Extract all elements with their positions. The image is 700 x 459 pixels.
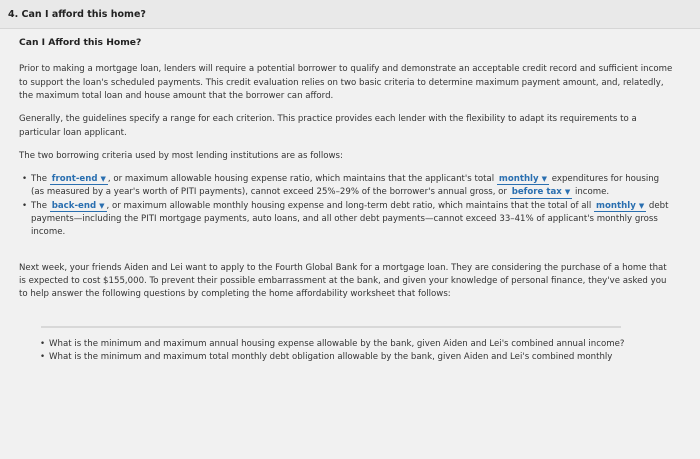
question-header — [0, 0, 700, 29]
chevron-down-icon: ▼ — [541, 175, 548, 184]
intro-paragraph: Prior to making a mortgage loan, lenders will require a potential borrower to qualify and demonstrate an acceptable credit record and sufficient income to support the loan's scheduled payments. This credit evaluation relies on two basic criteria to determine maximum payment amount, and, relatedly, the maximum total loan and house amount that the borrower can afford. — [19, 64, 673, 101]
questions-list — [19, 338, 674, 365]
chevron-down-icon: ▼ — [99, 201, 105, 210]
list-item-front-end: • The front-end ▼ , or maximum allowable housing expense ratio, which maintains that the applicant's total monthly ▼ expenditures for housing (as measured by a year's worth of PITI payments), cannot exceed 25%–29% of the borrower's annual gross, or before tax ▼ income. — [31, 173, 674, 200]
chevron-down-icon: ▼ — [100, 175, 106, 184]
section-heading: Can I Afford this Home? — [19, 37, 142, 48]
monthly-dropdown-2[interactable]: monthly ▼ — [596, 200, 645, 211]
front-end-dropdown[interactable]: front-end ▼ — [51, 174, 106, 185]
divider — [41, 326, 621, 328]
guidelines-paragraph: Generally, the guidelines specify a range for each criterion. This practice provides each lender with the flexibility to adapt its requirements to a particular loan applicant. — [19, 114, 637, 138]
scenario-paragraph: Next week, your friends Aiden and Lei want to apply to the Fourth Global Bank for a mortgage loan. They are considering the purchase of a home that is expected to cost $155,000. To prevent their possible embarrassment at the bank, and given your knowledge of personal finance, they've asked you to help answer the following questions by completing the home affordability worksheet that follows: — [19, 262, 667, 300]
question-body — [19, 36, 674, 376]
list-item: • What is the minimum and maximum total monthly debt obligation allowable by the bank, given Aiden and Lei's combined monthly — [49, 351, 674, 364]
monthly-dropdown-1[interactable]: monthly ▼ — [498, 174, 548, 185]
before-tax-dropdown[interactable]: before tax ▼ — [511, 187, 571, 198]
list-item: • What is the minimum and maximum annual housing expense allowable by the bank, given Aiden and Lei's combined annual income? — [49, 338, 674, 351]
criteria-intro: The two borrowing criteria used by most lending institutions are as follows: — [19, 150, 343, 161]
chevron-down-icon: ▼ — [638, 201, 645, 210]
chevron-down-icon: ▼ — [564, 188, 571, 197]
list-item-back-end: • The back-end ▼ , or maximum allowable monthly housing expense and long-term debt ratio, which maintains that the total of all monthly ▼ debt payments—including the PITI mortgage payments, auto loans, and all other debt payments—cannot exceed 33–41% of applicant's monthly gross income. — [31, 200, 674, 240]
question-title: 4. Can I afford this home? — [8, 9, 146, 20]
criteria-list — [19, 173, 674, 240]
back-end-dropdown[interactable]: back-end ▼ — [51, 200, 105, 211]
